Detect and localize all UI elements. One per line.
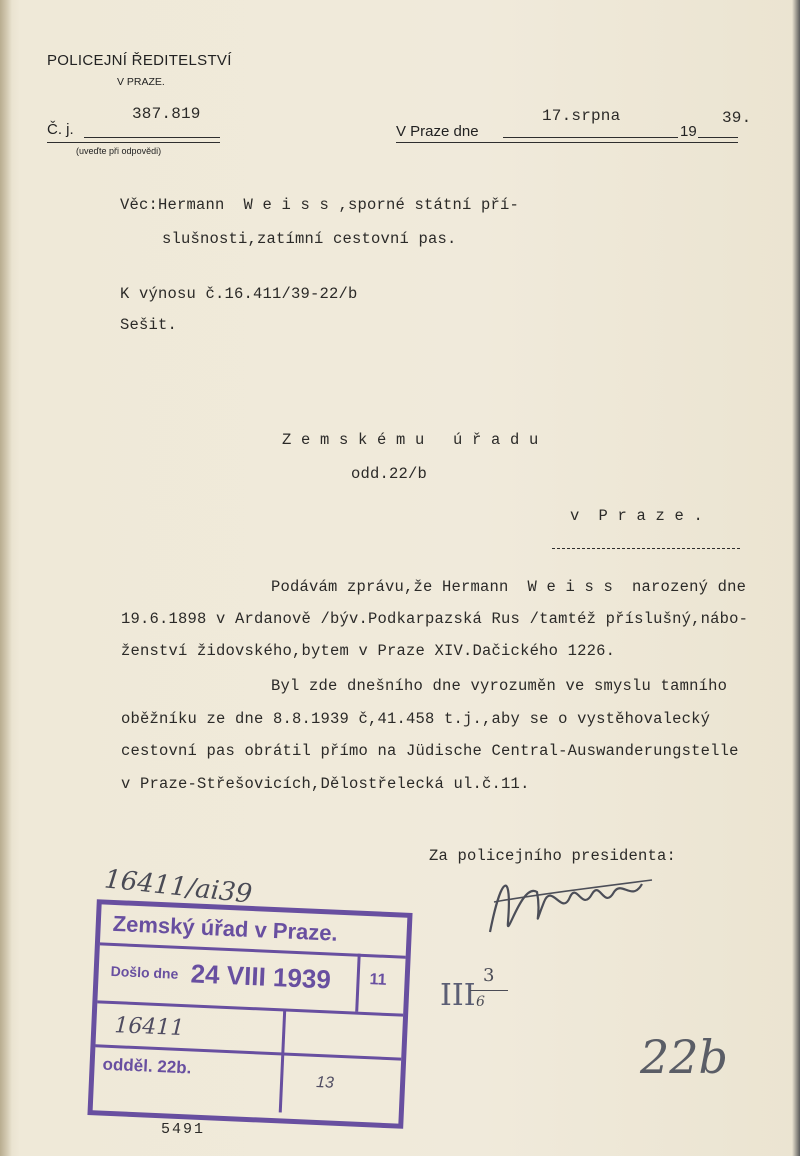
body-line-3: ženství židovského,bytem v Praze XIV.Dačického 1226.	[121, 642, 616, 660]
body-line-2: 19.6.1898 v Ardanově /býv.Podkarpazská Rus /tamtéž příslušný,nábo-	[121, 610, 749, 628]
stamp-box-1: 11	[369, 971, 387, 989]
reference-line-2: Sešit.	[120, 316, 178, 334]
body-line-5: oběžníku ze dne 8.8.1939 č,41.458 t.j.,aby se o vystěhovalecký	[121, 710, 711, 728]
reference-line-1: K výnosu č.16.411/39-22/b	[120, 285, 358, 303]
cj-double-rule	[47, 142, 220, 143]
org-city: V PRAZE.	[117, 76, 165, 88]
fraction-bar	[470, 990, 508, 991]
handwritten-bottom-right: 22b	[640, 1030, 728, 1084]
handwritten-fraction-bottom: 6	[476, 994, 485, 1010]
stamp-dept: odděl. 22b.	[102, 1054, 192, 1078]
place-date-label: V Praze dne	[396, 123, 479, 140]
stamp-received-label: Došlo dne	[110, 962, 179, 982]
date-value: 17.srpna	[542, 107, 621, 125]
addressee-line-1: Z e m s k é m u ú ř a d u	[282, 431, 539, 449]
cj-label: Č. j.	[47, 121, 74, 138]
handwritten-roman: III	[440, 978, 476, 1013]
body-line-1: Podávám zprávu,že Hermann W e i s s narozený dne	[271, 578, 747, 596]
addressee-dashed-rule	[552, 548, 740, 549]
stamp-received-date: 24 VIII 1939	[190, 958, 332, 995]
addressee-line-2: odd.22/b	[351, 465, 428, 483]
body-line-7: v Praze-Střešovicích,Dělostřelecká ul.č.11.	[121, 775, 530, 793]
cj-value: 387.819	[132, 105, 201, 123]
subject-line-2: slušnosti,zatímní cestovní pas.	[162, 230, 457, 248]
signature-scribble	[482, 862, 662, 952]
year-prefix: 19	[680, 123, 697, 140]
date-double-rule	[396, 142, 738, 143]
handwritten-top-note: 16411/ai39	[102, 864, 254, 910]
paper-edge-left	[0, 0, 12, 1156]
addressee-line-3: v P r a z e .	[570, 507, 704, 525]
footer-number: 5491	[161, 1121, 206, 1138]
subject-line-1: Věc:Hermann W e i s s ,sporné státní pří-	[120, 196, 520, 214]
stamp-file-number: 16411	[113, 1013, 185, 1042]
body-line-4: Byl zde dnešního dne vyrozuměn ve smyslu tamního	[271, 677, 728, 695]
paper-edge-right	[792, 0, 800, 1156]
cj-rule	[84, 137, 220, 138]
received-stamp	[87, 899, 412, 1129]
signature-line: Za policejního presidenta:	[429, 847, 677, 865]
stamp-box-2: 13	[315, 1073, 335, 1092]
year-rule	[698, 137, 738, 138]
body-line-6: cestovní pas obrátil přímo na Jüdische Central-Auswanderungstelle	[121, 742, 739, 760]
cj-note: (uveďte při odpovědi)	[76, 146, 162, 156]
date-rule	[503, 137, 678, 138]
handwritten-fraction-top: 3	[483, 965, 495, 986]
stamp-title: Zemský úřad v Praze.	[112, 910, 339, 946]
org-name: POLICEJNÍ ŘEDITELSTVÍ	[47, 52, 232, 69]
year-value: 39.	[722, 109, 752, 127]
